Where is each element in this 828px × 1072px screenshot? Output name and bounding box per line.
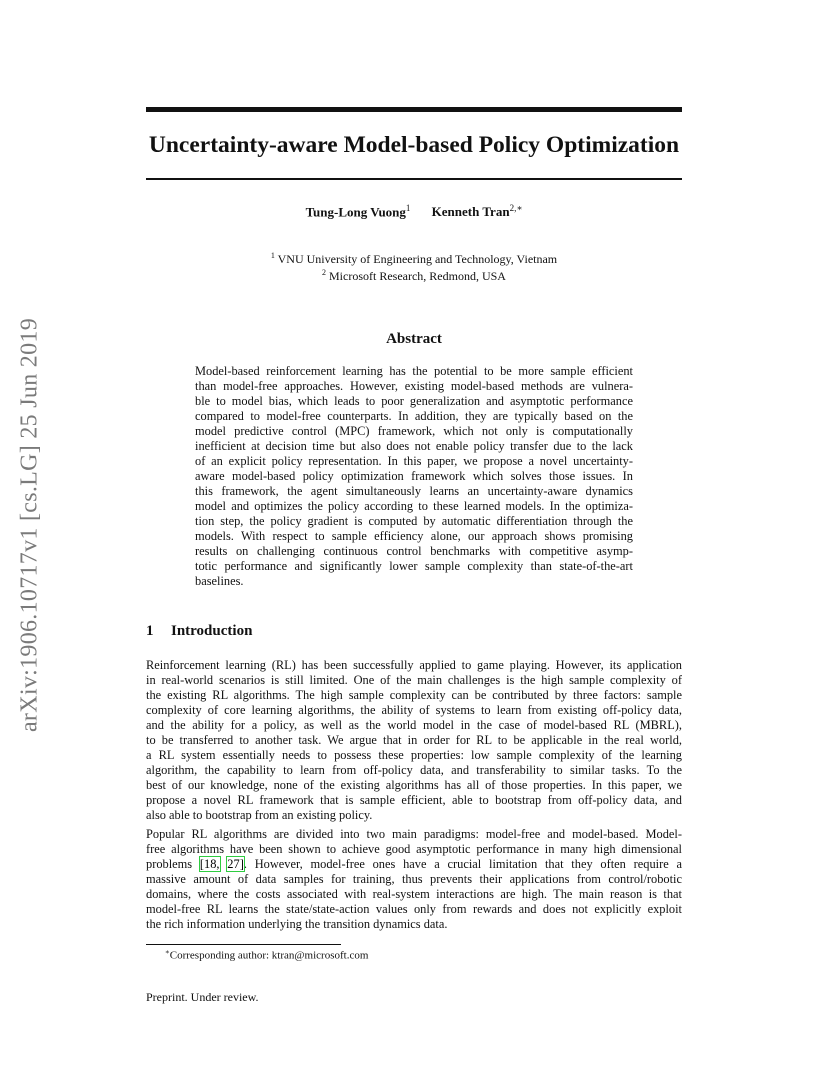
abstract-line: inefficient at decision time but also does not enable policy transfer due to the lack	[195, 439, 633, 453]
author-name: Kenneth Tran	[431, 204, 510, 220]
intro-paragraph-1	[146, 658, 682, 823]
footnote-rule	[146, 944, 341, 945]
affiliation-text: Microsoft Research, Redmond, USA	[329, 269, 506, 283]
abstract-line: this framework, the agent simultaneously learns an uncertainty-aware dynamics	[195, 484, 633, 498]
abstract-line: baselines.	[195, 574, 244, 588]
body-line: propose a novel RL framework that is sample efficient, able to bootstrap from off-policy data, and	[146, 793, 682, 807]
abstract-heading: Abstract	[386, 331, 442, 347]
body-line: also able to bootstrap from an existing policy.	[146, 808, 373, 822]
section-number: 1	[146, 623, 154, 639]
abstract-line: totic performance and significantly lower sample complexity than state-of-the-art	[195, 559, 633, 573]
abstract-line: compared to model-free counterparts. In addition, they are typically based on the	[195, 409, 633, 423]
body-line-with-citations	[146, 857, 682, 872]
paper-title: Uncertainty-aware Model-based Policy Optimization	[148, 132, 680, 158]
author-affil-mark: 2,∗	[509, 203, 523, 213]
body-line: Reinforcement learning (RL) has been successfully applied to game playing. However, its application	[146, 658, 682, 672]
affiliation-text: VNU University of Engineering and Technology, Vietnam	[277, 252, 558, 266]
body-line: a RL system essentially needs to possess these properties: low sample complexity of the learning	[146, 748, 682, 762]
footnote-mark: ∗	[165, 948, 170, 956]
citation-link[interactable]: [18,	[199, 857, 220, 871]
affiliation-mark: 1	[270, 251, 275, 260]
body-line: Popular RL algorithms are divided into two main paradigms: model-free and model-based. Model-	[146, 827, 682, 841]
intro-paragraph-2	[146, 827, 682, 932]
abstract-line: models. With respect to sample efficiency alone, our approach shows promising	[195, 529, 633, 543]
abstract-line: model and optimizes the policy according to these learned models. In the optimiza-	[195, 499, 633, 513]
section-heading	[146, 623, 252, 640]
body-line: massive amount of data samples for training, thus prevents their applications from control/robotic	[146, 872, 682, 886]
body-text: problems	[146, 857, 200, 871]
abstract-body	[195, 364, 633, 589]
body-line: complexity of core learning algorithms, the ability of systems to learn from existing off-policy data,	[146, 703, 682, 717]
abstract-line: than model-free approaches. However, existing model-based methods are vulnera-	[195, 379, 633, 393]
section-title: Introduction	[171, 623, 253, 639]
affiliation-item	[146, 249, 682, 266]
body-line: domains, where the costs associated with real-system interactions are high. The main reason is that	[146, 887, 682, 901]
arxiv-identifier: arXiv:1906.10717v1 [cs.LG] 25 Jun 2019	[16, 317, 43, 733]
abstract-line: results on challenging continuous control benchmarks with competitive asymp-	[195, 544, 633, 558]
affiliation-list	[146, 249, 682, 283]
citation-link[interactable]: 27]	[227, 857, 244, 871]
affiliation-item	[146, 266, 682, 283]
abstract-line: of an explicit policy representation. In this paper, we propose a novel uncertainty-	[195, 454, 633, 468]
title-bottom-rule	[146, 178, 682, 180]
body-line: best of our knowledge, none of the existing algorithms has all of those properties. In this paper, we	[146, 778, 682, 792]
author-list	[146, 203, 682, 220]
preprint-note: Preprint. Under review.	[146, 990, 259, 1004]
body-line: and the ability for a policy, as well as the world model in the case of model-based RL (MBRL),	[146, 718, 682, 732]
body-text: . However, model-free ones have a crucial limitation that they often require a	[243, 857, 682, 871]
body-line: in real-world scenarios is still limited. One of the main challenges is the high sample complexity of	[146, 673, 682, 687]
title-top-rule	[146, 107, 682, 112]
footnote	[165, 948, 368, 962]
abstract-line: ble to model bias, which leads to poor generalization and asymptotic performance	[195, 394, 633, 408]
body-line: the rich information underlying the transition dynamics data.	[146, 917, 448, 931]
footnote-text: Corresponding author: ktran@microsoft.com	[169, 949, 369, 962]
body-line: the existing RL algorithms. The high sample complexity can be contributed by three factors: sample	[146, 688, 682, 702]
body-line: to be transferred to another task. We argue that in order for RL to be applicable in the real world,	[146, 733, 682, 747]
abstract-line: aware model-based policy optimization framework which solves those issues. In	[195, 469, 633, 483]
abstract-line: model predictive control (MPC) framework, which not only is computationally	[195, 424, 633, 438]
body-line: algorithm, the capability to learn from off-policy data, and transferability to similar tasks. To the	[146, 763, 682, 777]
abstract-line: Model-based reinforcement learning has the potential to be more sample efficient	[195, 364, 633, 378]
body-line: free algorithms have been shown to achieve good asymptotic performance in many high dimensional	[146, 842, 682, 856]
abstract-line: tion step, the policy gradient is computed by automatic differentiation through the	[195, 514, 633, 528]
author-affil-mark: 1	[405, 203, 411, 213]
affiliation-mark: 2	[322, 268, 326, 277]
arxiv-side-stamp	[14, 290, 46, 760]
author-name: Tung-Long Vuong	[305, 204, 406, 220]
body-line: model-free RL learns the state/state-action values only from rewards and does not explicitly exploit	[146, 902, 682, 916]
